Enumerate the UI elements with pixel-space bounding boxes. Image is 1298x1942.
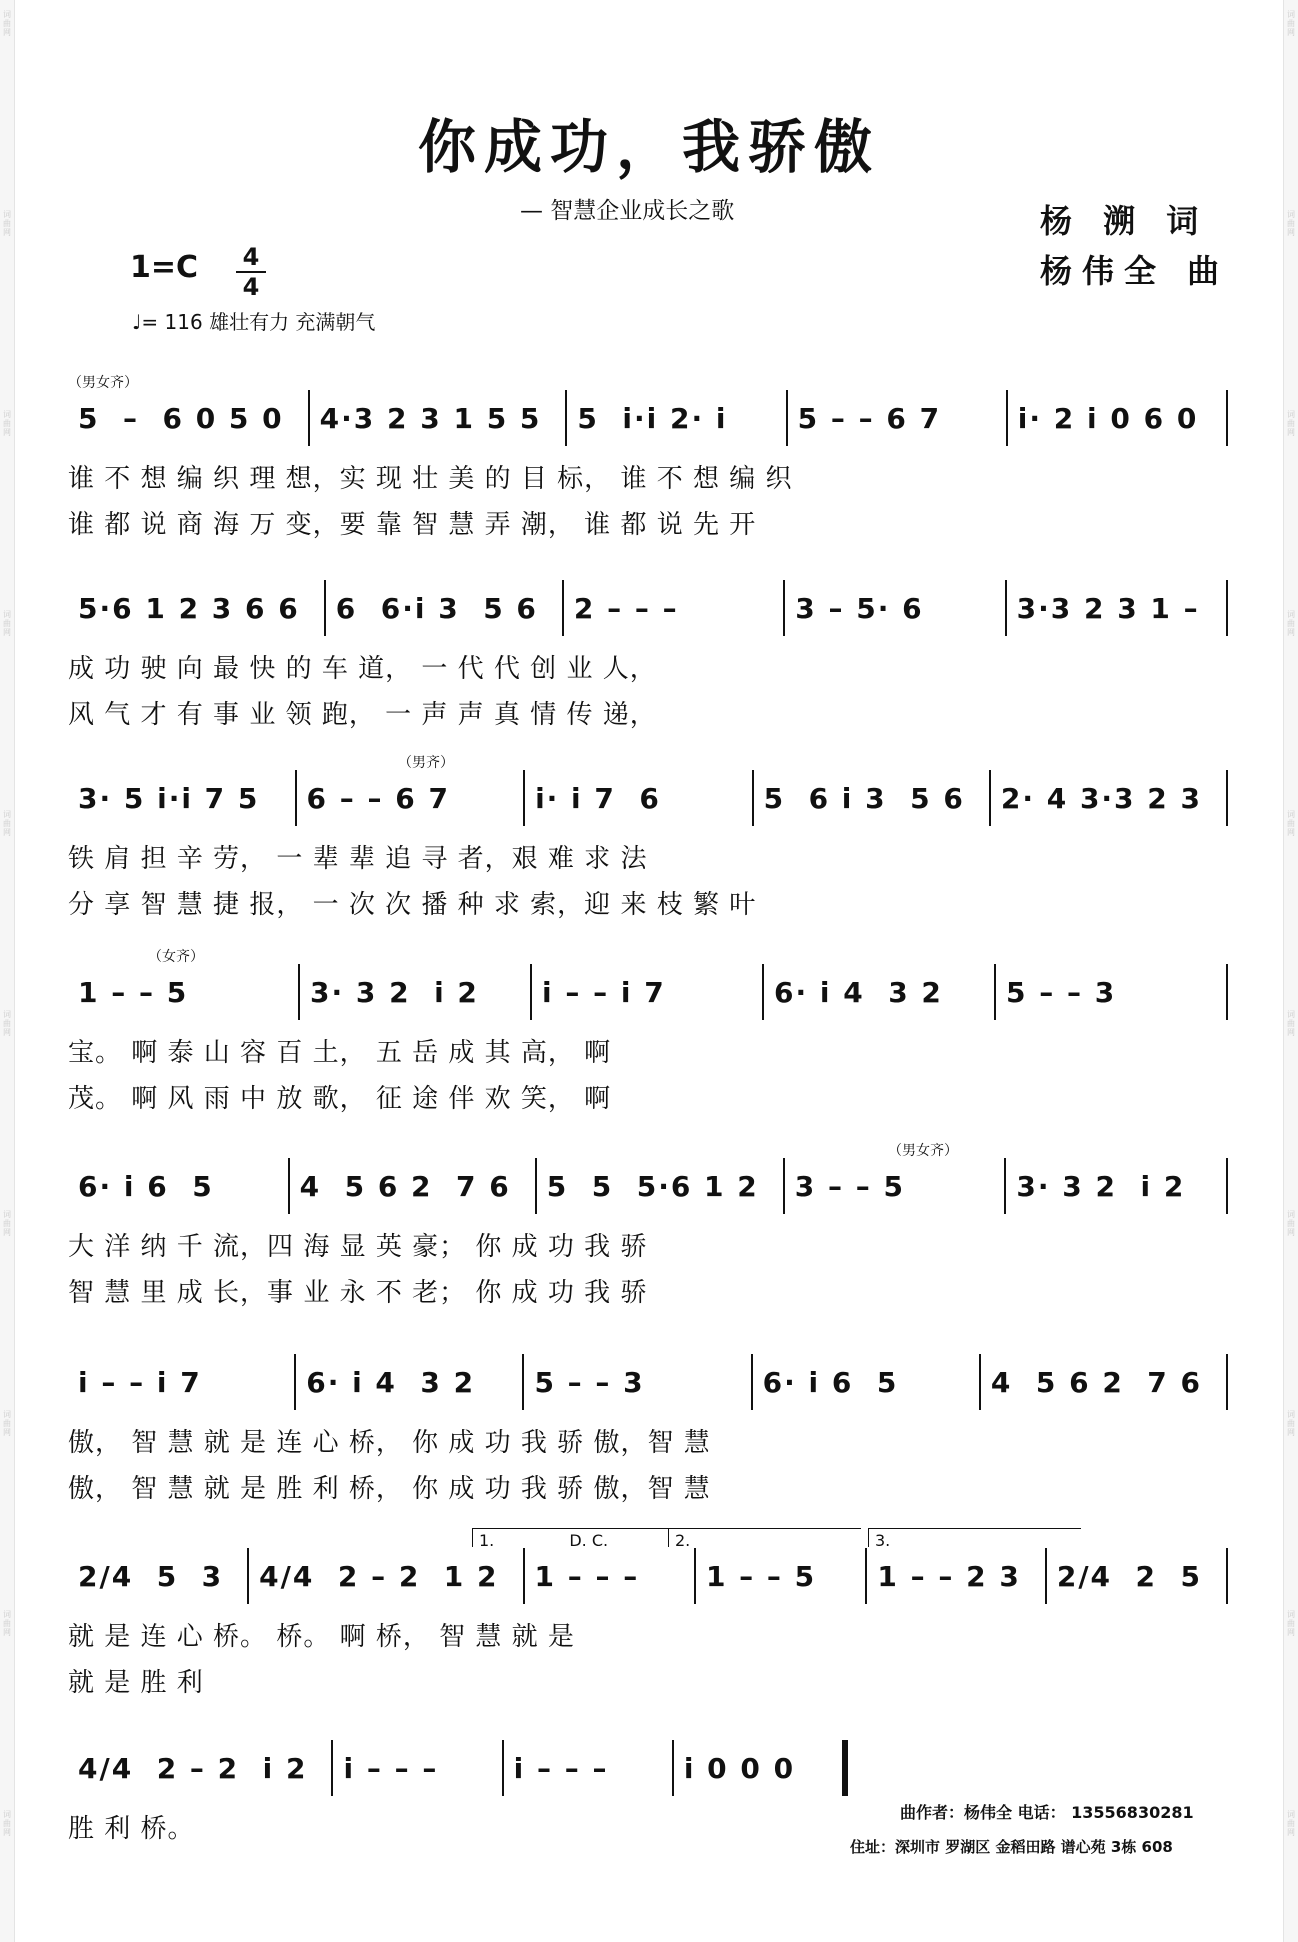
measure: [537, 1158, 785, 1214]
measure: [68, 390, 310, 446]
measure-notes: 4/4 2 – 2 i 2: [78, 1751, 308, 1785]
measure-notes: 5 – 6 0 5 0: [78, 401, 284, 435]
measure: [68, 1158, 290, 1214]
measure: [991, 770, 1228, 826]
measure: [68, 1740, 333, 1796]
measure: [68, 770, 297, 826]
song-subtitle: — 智慧企业成长之歌: [520, 198, 735, 224]
watermark-text: 词曲网: [1287, 10, 1295, 37]
measure-notes: 5 – – 6 7: [797, 401, 942, 435]
measure: [290, 1158, 537, 1214]
watermark-text: 词曲网: [3, 1410, 11, 1437]
left-watermark-strip: [0, 0, 15, 1942]
dc-marking: D. C.: [569, 1531, 609, 1550]
measure: [753, 1354, 981, 1410]
measure: [1007, 580, 1228, 636]
measure-notes: 3· 3 2 i 2: [310, 975, 479, 1009]
song-title: 你成功，我骄傲: [417, 113, 880, 181]
watermark-text: 词曲网: [1287, 210, 1295, 237]
volta-number: 2.: [675, 1531, 691, 1550]
measure-notes: 3· 3 2 i 2: [1016, 1169, 1186, 1203]
measure-notes: 5 6 i 3 5 6: [763, 781, 965, 815]
notes-row: [68, 1548, 1228, 1604]
measure-notes: 6· i 6 5: [78, 1169, 214, 1203]
watermark-text: 词曲网: [3, 410, 11, 437]
measure: [1047, 1548, 1228, 1604]
measure: [1006, 1158, 1228, 1214]
measure-notes: 6· i 6 5: [762, 1365, 899, 1399]
notes-row: [68, 1158, 1228, 1214]
measure: [333, 1740, 503, 1796]
composer-credit: 杨伟全 曲: [1040, 252, 1230, 290]
measure-notes: 2 – – –: [573, 591, 679, 625]
measure: [1008, 390, 1228, 446]
lyrics-verse-2: 谁 都 说 商 海 万 变，要 靠 智 慧 弄 潮， 谁 都 说 先 开: [68, 510, 757, 540]
measure-notes: i – – i 7: [542, 975, 666, 1009]
author-contact: 曲作者：杨伟全 电话： 13556830281: [900, 1803, 1194, 1822]
lyricist-credit: 杨 溯 词: [1040, 202, 1209, 240]
measure-notes: i – – –: [513, 1751, 609, 1785]
measure-notes: 6 – – 6 7: [306, 781, 450, 815]
time-signature-bottom: 4: [242, 273, 260, 301]
lyrics-verse-2: 分 享 智 慧 捷 报， 一 次 次 播 种 求 索，迎 来 枝 繁 叶: [68, 890, 757, 920]
measure: [310, 390, 568, 446]
measure: [68, 964, 300, 1020]
measure: [788, 390, 1008, 446]
measure: [754, 770, 991, 826]
part-label: （男女齐）: [888, 1143, 958, 1159]
volta-number: 1.: [479, 1531, 495, 1550]
measure-notes: 2/4 5 3: [78, 1559, 224, 1593]
measure: [249, 1548, 524, 1604]
lyrics-verse-2: 就 是 胜 利: [68, 1668, 204, 1698]
volta-bracket-3: [868, 1528, 1081, 1550]
notes-row: [68, 580, 1228, 636]
measure-notes: 5 i·i 2· i: [577, 401, 728, 435]
measure-notes: i· 2 i 0 6 0: [1017, 401, 1199, 435]
watermark-text: 词曲网: [3, 1810, 11, 1837]
measure: [674, 1740, 848, 1796]
watermark-text: 词曲网: [1287, 810, 1295, 837]
measure-notes: i· i 7 6: [535, 781, 661, 815]
watermark-text: 词曲网: [1287, 1010, 1295, 1037]
measure: [326, 580, 564, 636]
notes-row: [68, 770, 1228, 826]
author-address: 住址：深圳市 罗湖区 金稻田路 谱心苑 3栋 608: [850, 1838, 1173, 1856]
watermark-text: 词曲网: [1287, 610, 1295, 637]
measure: [564, 580, 785, 636]
watermark-text: 词曲网: [1287, 410, 1295, 437]
measure: [68, 1548, 249, 1604]
lyrics-verse-1: 大 洋 纳 千 流，四 海 显 英 豪； 你 成 功 我 骄: [68, 1232, 648, 1262]
lyrics-verse-1: 就 是 连 心 桥。 桥。 啊 桥， 智 慧 就 是: [68, 1622, 575, 1652]
watermark-text: 词曲网: [1287, 1410, 1295, 1437]
measure-notes: 2/4 2 5: [1056, 1559, 1202, 1593]
time-signature: [236, 244, 266, 300]
measure-notes: i – – i 7: [78, 1365, 202, 1399]
measure: [525, 1548, 696, 1604]
measure: [996, 964, 1228, 1020]
lyrics-verse-1: 宝。 啊 泰 山 容 百 土， 五 岳 成 其 高， 啊: [68, 1038, 612, 1068]
watermark-text: 词曲网: [3, 1610, 11, 1637]
measure-notes: 3 – 5· 6: [795, 591, 924, 625]
measure: [785, 1158, 1007, 1214]
measure: [764, 964, 996, 1020]
notes-row: [68, 1740, 848, 1796]
notes-row: [68, 390, 1228, 446]
tempo-marking: ♩= 116 雄壮有力 充满朝气: [132, 310, 376, 334]
lyrics-verse-1: 谁 不 想 编 织 理 想，实 现 壮 美 的 目 标， 谁 不 想 编 织: [68, 464, 793, 494]
measure: [525, 770, 754, 826]
notes-row: [68, 964, 1228, 1020]
notes-row: [68, 1354, 1228, 1410]
measure: [297, 770, 526, 826]
measure: [296, 1354, 524, 1410]
measure-notes: 4·3 2 3 1 5 5: [319, 401, 542, 435]
measure: [300, 964, 532, 1020]
right-watermark-strip: [1283, 0, 1298, 1942]
measure-notes: 1 – – –: [534, 1559, 640, 1593]
measure-notes: 5 5 5·6 1 2: [546, 1169, 759, 1203]
watermark-text: 词曲网: [3, 610, 11, 637]
watermark-text: 词曲网: [3, 210, 11, 237]
measure: [68, 1354, 296, 1410]
part-label: （男女齐）: [68, 375, 138, 391]
lyrics-verse-2: 傲， 智 慧 就 是 胜 利 桥， 你 成 功 我 骄 傲，智 慧: [68, 1474, 711, 1504]
measure-notes: 5 – – 3: [534, 1365, 645, 1399]
measure-notes: 1 – – 5: [78, 975, 189, 1009]
measure-notes: 6· i 4 3 2: [306, 1365, 476, 1399]
lyrics-verse-2: 茂。 啊 风 雨 中 放 歌， 征 途 伴 欢 笑， 啊: [68, 1084, 612, 1114]
measure-notes: 5 – – 3: [1006, 975, 1117, 1009]
measure: [785, 580, 1006, 636]
part-label: （女齐）: [148, 949, 204, 965]
measure-notes: 1 – – 5: [705, 1559, 817, 1593]
lyrics-verse-1: 成 功 驶 向 最 快 的 车 道， 一 代 代 创 业 人，: [68, 654, 657, 684]
measure-notes: 4 5 6 2 7 6: [990, 1365, 1203, 1399]
lyrics-verse-1: 傲， 智 慧 就 是 连 心 桥， 你 成 功 我 骄 傲，智 慧: [68, 1428, 711, 1458]
measure-notes: 6 6·i 3 5 6: [335, 591, 538, 625]
time-signature-top: 4: [242, 243, 260, 271]
measure: [696, 1548, 867, 1604]
watermark-text: 词曲网: [1287, 1810, 1295, 1837]
watermark-text: 词曲网: [1287, 1610, 1295, 1637]
lyrics-verse-2: 风 气 才 有 事 业 领 跑， 一 声 声 真 情 传 递，: [68, 700, 657, 730]
part-label: （男齐）: [398, 755, 454, 771]
measure: [567, 390, 787, 446]
measure-notes: 6· i 4 3 2: [774, 975, 943, 1009]
measure-notes: 5·6 1 2 3 6 6: [78, 591, 300, 625]
measure: [532, 964, 764, 1020]
measure-notes: i 0 0 0: [683, 1751, 796, 1785]
lyrics-verse-2: 智 慧 里 成 长，事 业 永 不 老； 你 成 功 我 骄: [68, 1278, 648, 1308]
measure: [504, 1740, 674, 1796]
measure-notes: 3· 5 i·i 7 5: [78, 781, 260, 815]
watermark-text: 词曲网: [1287, 1210, 1295, 1237]
measure-notes: 2· 4 3·3 2 3: [1000, 781, 1203, 815]
measure-notes: i – – –: [343, 1751, 439, 1785]
volta-number: 3.: [875, 1531, 891, 1550]
lyrics-verse-1: 铁 肩 担 辛 劳， 一 辈 辈 追 寻 者，艰 难 求 法: [68, 844, 648, 874]
measure-notes: 1 – – 2 3: [877, 1559, 1021, 1593]
measure: [981, 1354, 1228, 1410]
measure: [867, 1548, 1046, 1604]
measure: [68, 580, 326, 636]
watermark-text: 词曲网: [3, 1010, 11, 1037]
measure-notes: 3 – – 5: [794, 1169, 905, 1203]
volta-bracket-2: [668, 1528, 861, 1550]
measure-notes: 4/4 2 – 2 1 2: [259, 1559, 499, 1593]
watermark-text: 词曲网: [3, 1210, 11, 1237]
watermark-text: 词曲网: [3, 10, 11, 37]
key-signature: 1=C: [130, 250, 199, 285]
lyrics-verse-1: 胜 利 桥。: [68, 1814, 195, 1844]
measure-notes: 3·3 2 3 1 –: [1016, 591, 1200, 625]
watermark-text: 词曲网: [3, 810, 11, 837]
measure-notes: 4 5 6 2 7 6: [299, 1169, 511, 1203]
measure: [524, 1354, 752, 1410]
